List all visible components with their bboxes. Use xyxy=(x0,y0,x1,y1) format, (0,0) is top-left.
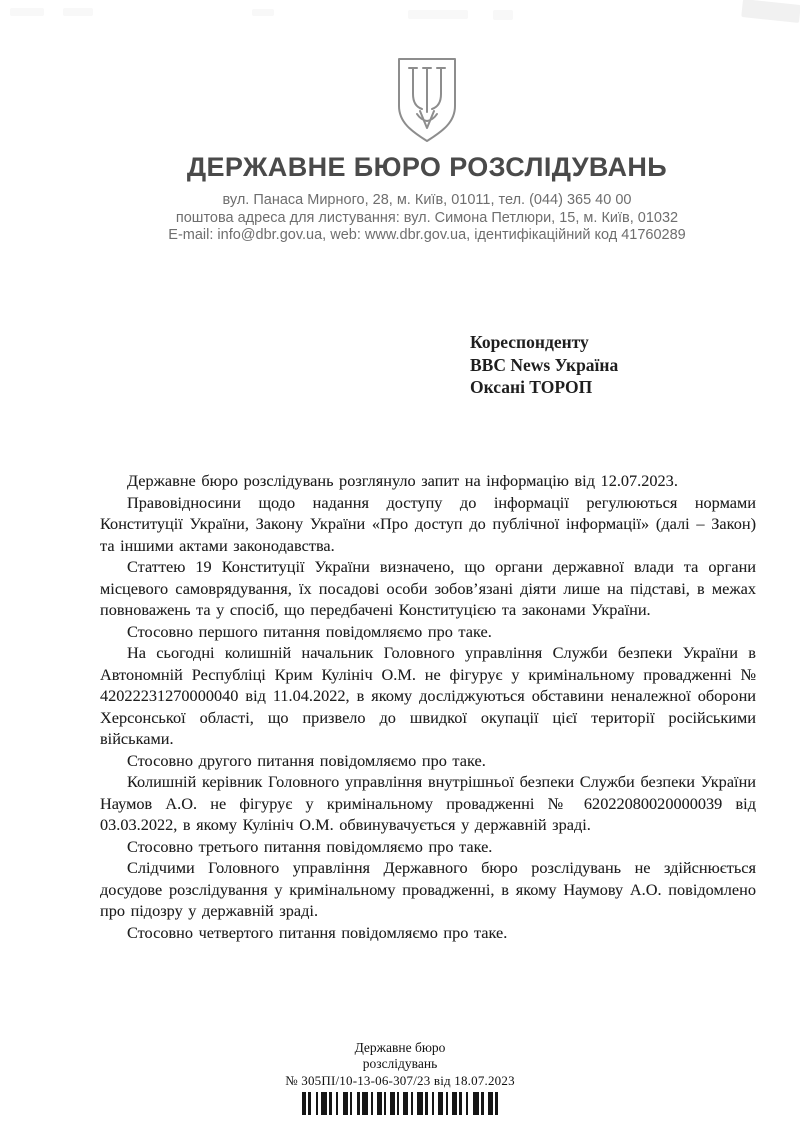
scan-artifact xyxy=(741,0,800,23)
address-line: E-mail: info@dbr.gov.ua, web: www.dbr.gov.ua, ідентифікаційний код 41760289 xyxy=(168,227,686,243)
body-paragraph: Стосовно четвертого питання повідомляємо про таке. xyxy=(127,922,508,942)
recipient-line: BBC News Україна xyxy=(470,354,619,375)
recipient-line: Кореспонденту xyxy=(470,332,589,352)
body-paragraph: Слідчими Головного управління Державного бюро розслідувань не здійснюється досудове розслідування у кримінальному провадженні, в якому Наумову А.О. повідомлено про підозру у державній зраді. xyxy=(100,858,756,920)
stamp-org-line: розслідувань xyxy=(362,1056,438,1071)
letterhead-address xyxy=(27,192,800,245)
body-paragraph: Державне бюро розслідувань розглянуло запит на інформацію від 12.07.2023. xyxy=(127,471,678,490)
body-paragraph: Правовідносини щодо надання доступу до інформації регулюються нормами Конституції України, Закону України «Про доступ до публічної інформації» (далі – Закон) та іншими актами законодавства. xyxy=(100,492,756,555)
scan-artifact xyxy=(63,8,93,16)
body-paragraph: Колишній керівник Головного управління внутрішньої безпеки Служби безпеки України Наумов А.О. не фігурує у кримінальному провадженні № 62022080020000039 від 03.03.2022, в якому Кулініч О.М. обвинувачується у державній зраді. xyxy=(100,772,756,834)
body-paragraph: Стосовно другого питання повідомляємо про таке. xyxy=(127,750,486,770)
body-paragraph: Стосовно першого питання повідомляємо про таке. xyxy=(127,621,492,641)
body-paragraph: Статтею 19 Конституції України визначено, що органи державної влади та органи місцевого самоврядування, їх посадові особи зобов’язані діяти лише на підставі, в межах повноважень та у спосіб, що передбачені Конституцією та законами України. xyxy=(100,557,756,619)
reference-number: № 305ПІ/10-13-06-307/23 від 18.07.2023 xyxy=(285,1073,515,1088)
scan-artifact xyxy=(10,8,44,16)
address-line: вул. Панаса Мирного, 28, м. Київ, 01011, тел. (044) 365 40 00 xyxy=(222,192,632,208)
recipient-line: Оксані ТОРОП xyxy=(470,377,593,397)
page-title: ДЕРЖАВНЕ БЮРО РОЗСЛІДУВАНЬ xyxy=(186,152,668,182)
scan-artifact xyxy=(408,10,468,19)
scan-artifact xyxy=(252,9,274,16)
recipient-block xyxy=(470,331,618,399)
letterhead xyxy=(27,56,800,245)
ukraine-trident-emblem-icon xyxy=(393,56,461,144)
stamp-org-line: Державне бюро xyxy=(354,1040,446,1055)
address-line: поштова адреса для листування: вул. Симона Петлюри, 15, м. Київ, 01032 xyxy=(175,209,679,226)
scan-artifact xyxy=(493,10,513,20)
letter-body xyxy=(100,470,756,943)
registration-stamp xyxy=(0,1040,800,1115)
body-paragraph: Стосовно третього питання повідомляємо про таке. xyxy=(127,836,493,856)
body-paragraph: На сьогодні колишній начальник Головного управління Служби безпеки України в Автономній Республіці Крим Кулініч О.М. не фігурує у кримінальному провадженні № 42022231270000040 від 11.04.2022, в якому досліджуються обставини неналежної оборони Херсонської області, що призвело до швидкої окупації цієї території російськими військами. xyxy=(100,643,756,748)
barcode-icon xyxy=(302,1092,498,1115)
